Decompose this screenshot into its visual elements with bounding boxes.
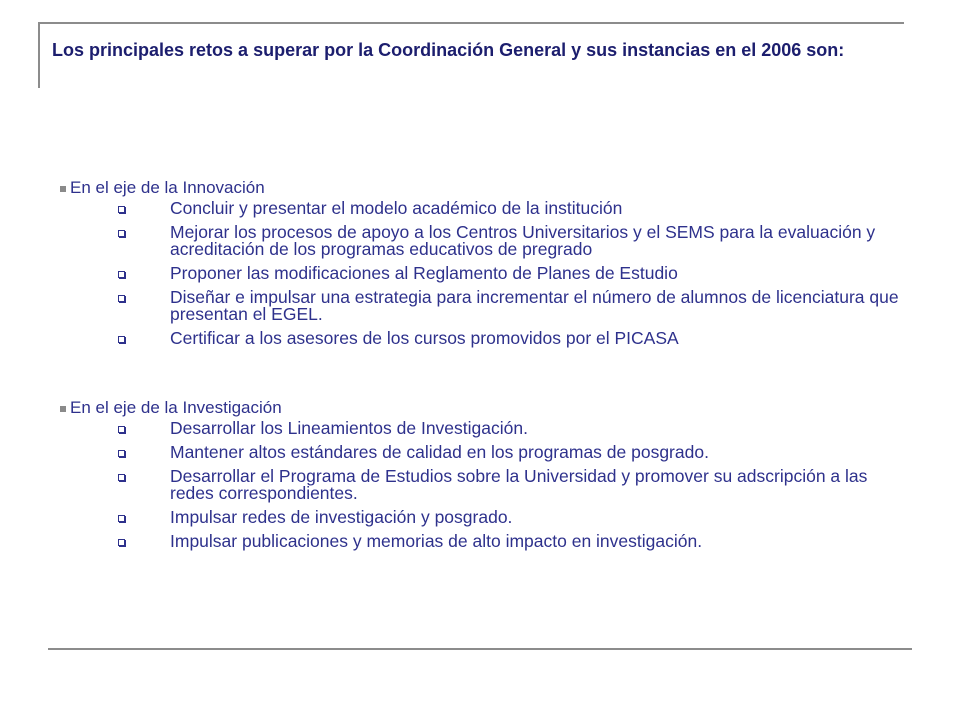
hollow-square-bullet-icon xyxy=(118,539,125,546)
list-item-text: Proponer las modificaciones al Reglamento de Planes de Estudio xyxy=(170,263,678,283)
list-item xyxy=(60,468,910,502)
list-item-text: Concluir y presentar el modelo académico de la institución xyxy=(170,198,623,218)
section-heading xyxy=(60,178,920,200)
hollow-square-bullet-icon xyxy=(118,515,125,522)
hollow-square-bullet-icon xyxy=(118,450,125,457)
hollow-square-bullet-icon xyxy=(118,230,125,237)
list-item-text: Diseñar e impulsar una estrategia para incrementar el número de alumnos de licenciatura que presentan el EGEL. xyxy=(170,287,899,324)
list-item xyxy=(60,444,910,461)
list-item-text: Mejorar los procesos de apoyo a los Centros Universitarios y el SEMS para la evaluación y acreditación de los programas educativos de pregrado xyxy=(170,222,876,259)
list-item-text: Impulsar redes de investigación y posgrado. xyxy=(170,507,513,527)
list-item xyxy=(60,420,910,437)
list-item xyxy=(60,509,910,526)
top-divider xyxy=(38,22,904,24)
hollow-square-bullet-icon xyxy=(118,206,125,213)
list-item xyxy=(60,289,910,323)
section-innovation xyxy=(60,178,920,354)
bottom-divider xyxy=(48,648,912,650)
hollow-square-bullet-icon xyxy=(118,271,125,278)
list-item xyxy=(60,265,910,282)
list-item-text: Impulsar publicaciones y memorias de alto impacto en investigación. xyxy=(170,531,703,551)
list-item xyxy=(60,330,910,347)
research-list xyxy=(60,420,920,550)
list-item-text: Desarrollar los Lineamientos de Investigación. xyxy=(170,418,528,438)
hollow-square-bullet-icon xyxy=(118,426,125,433)
section-heading-text: En el eje de la Investigación xyxy=(70,398,282,417)
slide-title: Los principales retos a superar por la Coordinación General y sus instancias en el 2006 son: xyxy=(52,40,845,60)
section-heading-text: En el eje de la Innovación xyxy=(70,178,265,197)
list-item xyxy=(60,200,910,217)
innovation-list xyxy=(60,200,920,347)
list-item-text: Mantener altos estándares de calidad en los programas de posgrado. xyxy=(170,442,709,462)
list-item xyxy=(60,224,910,258)
section-research xyxy=(60,398,920,557)
list-item-text: Certificar a los asesores de los cursos promovidos por el PICASA xyxy=(170,328,679,348)
hollow-square-bullet-icon xyxy=(118,474,125,481)
list-item xyxy=(60,533,910,550)
left-divider xyxy=(38,22,40,88)
hollow-square-bullet-icon xyxy=(118,336,125,343)
square-bullet-icon xyxy=(60,186,66,192)
list-item-text: Desarrollar el Programa de Estudios sobre la Universidad y promover su adscripción a las redes correspondientes. xyxy=(170,466,868,503)
section-heading xyxy=(60,398,920,420)
hollow-square-bullet-icon xyxy=(118,295,125,302)
square-bullet-icon xyxy=(60,406,66,412)
